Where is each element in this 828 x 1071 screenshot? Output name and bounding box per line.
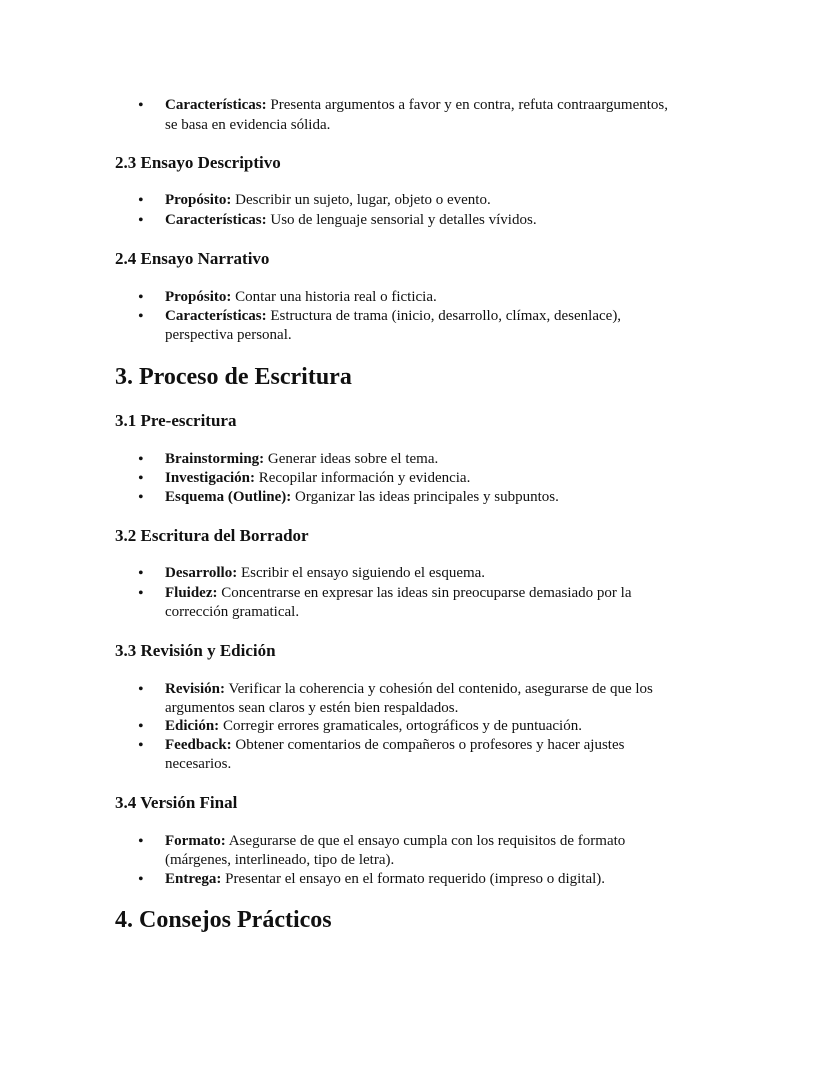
bullet: •	[138, 585, 144, 602]
bullet: •	[138, 871, 144, 888]
section-heading-3-2: 3.2 Escritura del Borrador	[115, 526, 309, 545]
list-item	[165, 680, 653, 699]
list-item-continuation: argumentos sean claros y estén bien respaldados.	[165, 700, 459, 716]
section-heading-4: 4. Consejos Prácticos	[115, 907, 332, 933]
item-text: Contar una historia real o ficticia.	[231, 289, 437, 305]
item-label: Esquema (Outline):	[165, 489, 292, 505]
bullet: •	[138, 489, 144, 506]
item-label: Características:	[165, 212, 267, 228]
list-item	[165, 191, 491, 210]
list-item	[165, 288, 437, 307]
item-text: Describir un sujeto, lugar, objeto o evento.	[231, 192, 491, 208]
list-item	[165, 564, 485, 583]
list-item	[165, 832, 625, 851]
item-text: Verificar la coherencia y cohesión del contenido, asegurarse de que los	[225, 681, 653, 697]
bullet: •	[138, 97, 144, 114]
bullet: •	[138, 308, 144, 325]
bullet: •	[138, 212, 144, 229]
item-text: Presentar el ensayo en el formato requerido (impreso o digital).	[221, 871, 606, 887]
item-text: Generar ideas sobre el tema.	[264, 451, 439, 467]
item-text: Obtener comentarios de compañeros o profesores y hacer ajustes	[231, 737, 625, 753]
list-item-continuation: corrección gramatical.	[165, 604, 300, 620]
section-heading-2-3: 2.3 Ensayo Descriptivo	[115, 153, 281, 172]
item-label: Características:	[165, 97, 267, 113]
item-label: Brainstorming:	[165, 451, 265, 467]
item-label: Edición:	[165, 718, 220, 734]
list-item	[165, 469, 470, 488]
bullet: •	[138, 470, 144, 487]
item-text: Escribir el ensayo siguiendo el esquema.	[237, 565, 486, 581]
section-heading-2-4: 2.4 Ensayo Narrativo	[115, 249, 270, 268]
section-heading-3: 3. Proceso de Escritura	[115, 364, 352, 390]
item-label: Fluidez:	[165, 585, 218, 601]
item-text: Concentrarse en expresar las ideas sin preocuparse demasiado por la	[217, 585, 632, 601]
bullet: •	[138, 737, 144, 754]
list-item	[165, 870, 605, 889]
item-label: Características:	[165, 308, 267, 324]
item-label: Propósito:	[165, 192, 232, 208]
item-text: Recopilar información y evidencia.	[255, 470, 471, 486]
list-item	[165, 736, 624, 755]
list-item	[165, 450, 438, 469]
item-text: Corregir errores gramaticales, ortográficos y de puntuación.	[219, 718, 582, 734]
item-label: Feedback:	[165, 737, 232, 753]
list-item-continuation: necesarios.	[165, 756, 232, 772]
bullet: •	[138, 289, 144, 306]
list-item	[165, 96, 668, 115]
item-label: Entrega:	[165, 871, 222, 887]
bullet: •	[138, 681, 144, 698]
item-text: Estructura de trama (inicio, desarrollo, clímax, desenlace),	[266, 308, 622, 324]
list-item	[165, 307, 621, 326]
item-label: Desarrollo:	[165, 565, 238, 581]
list-item-continuation: (márgenes, interlineado, tipo de letra).	[165, 852, 395, 868]
list-item-continuation: perspectiva personal.	[165, 327, 292, 343]
section-heading-3-4: 3.4 Versión Final	[115, 793, 238, 812]
item-text: Asegurarse de que el ensayo cumpla con los requisitos de formato	[225, 833, 626, 849]
item-text: Organizar las ideas principales y subpuntos.	[291, 489, 559, 505]
item-text: Uso de lenguaje sensorial y detalles vívidos.	[266, 212, 537, 228]
item-label: Revisión:	[165, 681, 225, 697]
section-heading-3-3: 3.3 Revisión y Edición	[115, 641, 276, 660]
list-item	[165, 717, 582, 736]
item-label: Propósito:	[165, 289, 232, 305]
bullet: •	[138, 718, 144, 735]
list-item	[165, 211, 537, 230]
list-item	[165, 584, 632, 603]
list-item-continuation: se basa en evidencia sólida.	[165, 117, 331, 133]
item-text: Presenta argumentos a favor y en contra, refuta contraargumentos,	[266, 97, 669, 113]
bullet: •	[138, 451, 144, 468]
section-heading-3-1: 3.1 Pre-escritura	[115, 411, 237, 430]
bullet: •	[138, 833, 144, 850]
bullet: •	[138, 192, 144, 209]
item-label: Formato:	[165, 833, 226, 849]
bullet: •	[138, 565, 144, 582]
list-item	[165, 488, 559, 507]
item-label: Investigación:	[165, 470, 255, 486]
